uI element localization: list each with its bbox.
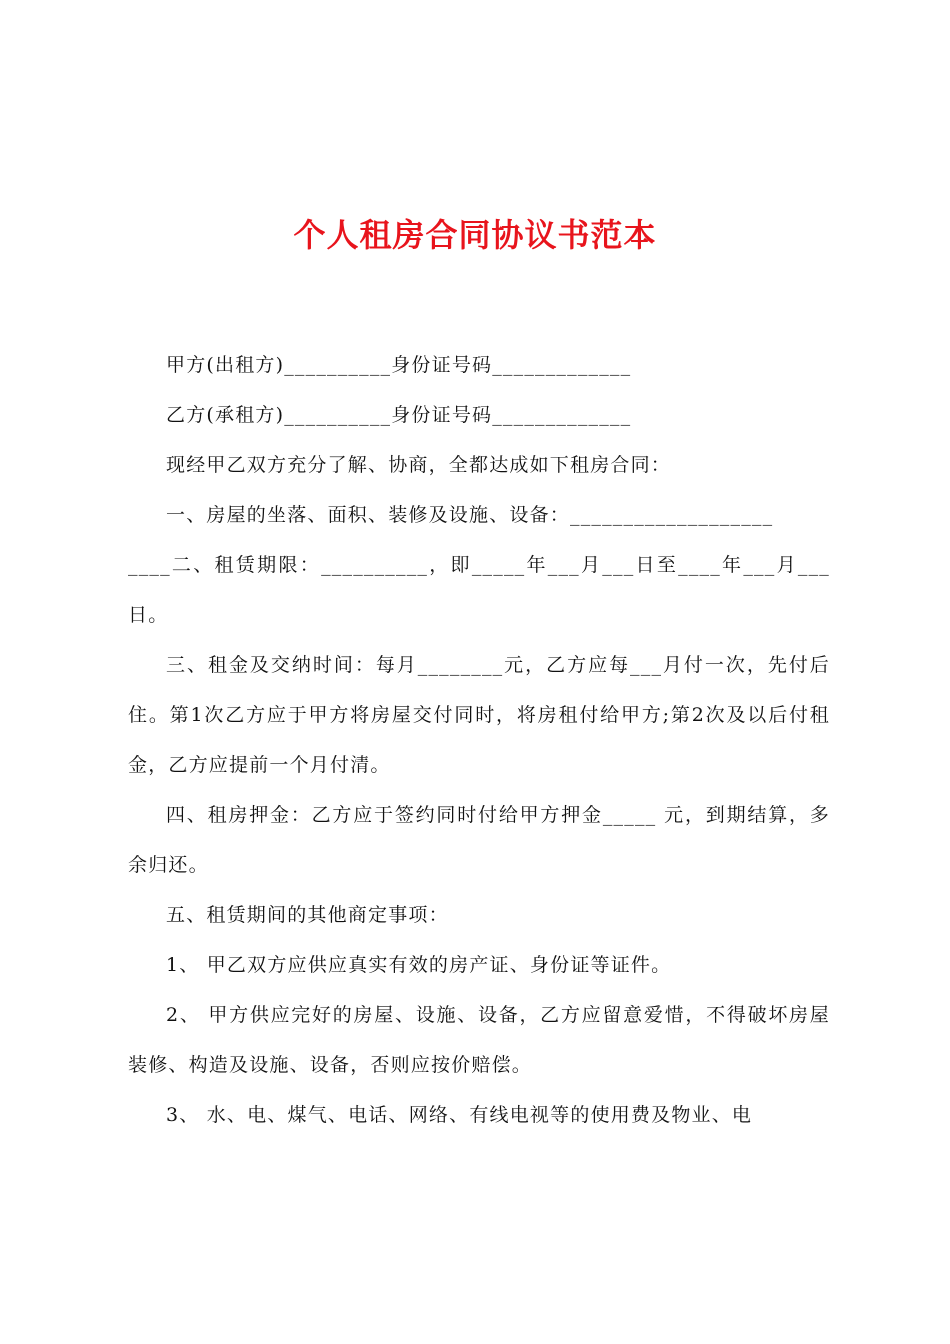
intro-paragraph: 现经甲乙双方充分了解、协商，全都达成如下租房合同： xyxy=(166,454,672,476)
clause-4-deposit: 四、租房押金：乙方应于签约同时付给甲方押金_____ 元，到期结算，多余归还。 xyxy=(128,804,830,876)
clause-5-item-2: 2、 甲方供应完好的房屋、设施、设备，乙方应留意爱惜，不得破坏房屋装修、构造及设施、设备，否则应按价赔偿。 xyxy=(128,1004,830,1076)
clause-5-item-1: 1、 甲乙双方应供应真实有效的房产证、身份证等证件。 xyxy=(166,954,672,976)
party-b-line: 乙方(承租方)__________身份证号码_____________ xyxy=(166,404,632,426)
clause-5-heading: 五、租赁期间的其他商定事项： xyxy=(166,904,449,926)
document-title: 个人租房合同协议书范本 xyxy=(293,216,657,254)
document-body xyxy=(128,340,830,1140)
clause-3-rent: 三、租金及交纳时间：每月________元，乙方应每___月付一次，先付后住。第1次乙方应于甲方将房屋交付同时，将房租付给甲方;第2次及以后付租金，乙方应提前一个月付清。 xyxy=(128,654,830,776)
clause-5-item-3: 3、 水、电、煤气、电话、网络、有线电视等的使用费及物业、电 xyxy=(166,1104,753,1126)
clause-1-location: 一、房屋的坐落、面积、装修及设施、设备：___________________ xyxy=(166,504,774,526)
clause-2-term: ____二、租赁期限：__________，即_____年___月___日至____年___月___日。 xyxy=(128,554,830,626)
party-a-line: 甲方(出租方)__________身份证号码_____________ xyxy=(166,354,632,376)
